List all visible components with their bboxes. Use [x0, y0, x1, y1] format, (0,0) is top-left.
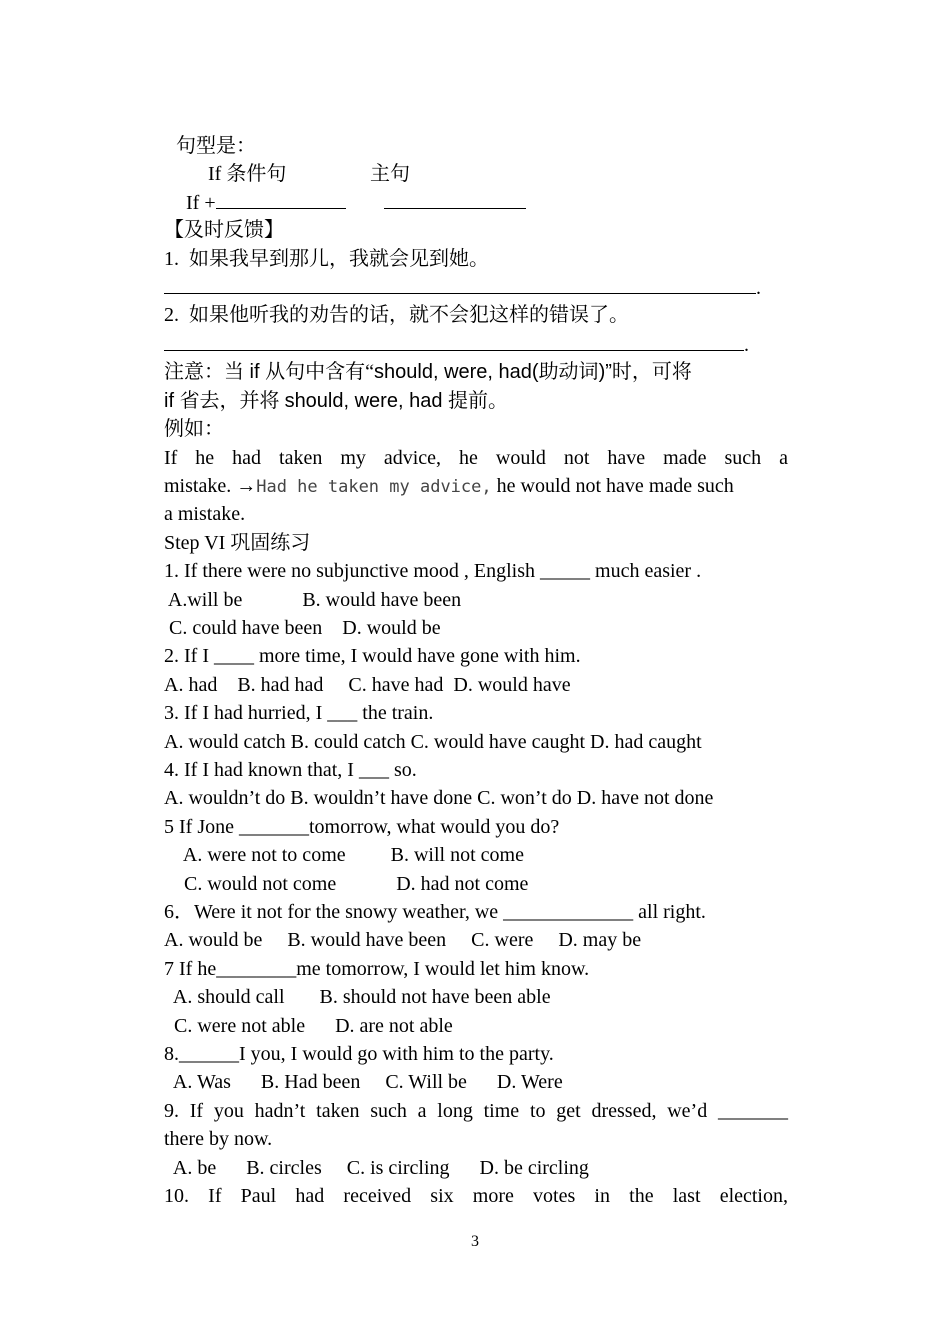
question-9-stem-cont: there by now. — [164, 1128, 273, 1150]
note-text: )”时，可将 — [598, 361, 692, 383]
example-line-1: If he had taken my advice, he would not have made such a — [164, 447, 788, 469]
question-10-stem: 10. If Paul had received six more votes in the last election, — [164, 1185, 788, 1207]
example-line-3: a mistake. — [164, 503, 246, 525]
feedback-title: 【及时反馈】 — [164, 219, 284, 241]
main-clause-label: 主句 — [370, 163, 410, 185]
question-5-options: C. would not come D. had not come — [164, 873, 529, 895]
feedback-q1: 1. 如果我早到那儿，我就会见到她。 — [164, 248, 489, 270]
example-inverted-text: Had he taken my advice, — [256, 477, 492, 497]
page-number: 3 — [471, 1233, 479, 1250]
question-1-options: C. could have been D. would be — [164, 617, 441, 639]
question-7-stem: 7 If he________me tomorrow, I would let him know. — [164, 958, 590, 980]
question-7-options: A. should call B. should not have been able — [164, 986, 551, 1008]
note-text: 省去，并将 — [179, 390, 285, 412]
feedback-a1-line — [164, 273, 788, 302]
example-text: mistake. → — [164, 475, 257, 497]
question-1-options: A.will be B. would have been — [164, 589, 462, 611]
question-9-stem: 9. If you hadn’t taken such a long time to get dressed, we’d _______ — [164, 1100, 788, 1122]
pattern-intro: 句型是： — [176, 135, 256, 157]
question-5-options: A. were not to come B. will not come — [164, 844, 524, 866]
example-label: 例如： — [164, 418, 224, 440]
note-text: if — [244, 361, 266, 383]
example-text: he would not have made such — [491, 475, 734, 497]
question-4-stem: 4. If I had known that, I ___ so. — [164, 759, 417, 781]
if-plus-text: If + — [186, 192, 216, 214]
step-title: Step VI 巩固练习 — [164, 532, 311, 554]
answer-blank-1[interactable] — [164, 273, 756, 294]
if-clause-blank[interactable] — [216, 188, 346, 209]
note-text: 助动词 — [538, 361, 599, 383]
note-text: 从句中含有“ — [265, 361, 375, 383]
feedback-q2: 2. 如果他听我的劝告的话，就不会犯这样的错误了。 — [164, 304, 629, 326]
main-clause-blank[interactable] — [384, 188, 526, 209]
question-9-options: A. be B. circles C. is circling D. be circling — [164, 1157, 589, 1179]
question-2-stem: 2. If I ____ more time, I would have gone with him. — [164, 645, 581, 667]
feedback-a2-line — [164, 330, 788, 359]
question-3-stem: 3. If I had hurried, I ___ the train. — [164, 702, 434, 724]
if-plus-line — [186, 188, 586, 217]
question-7-options: C. were not able D. are not able — [164, 1015, 453, 1037]
question-4-options: A. wouldn’t do B. wouldn’t have done C. won’t do D. have not done — [164, 787, 714, 809]
note-text: 注意：当 — [164, 361, 244, 383]
question-6-options: A. would be B. would have been C. were D. may be — [164, 929, 642, 951]
question-8-stem: 8.______I you, I would go with him to the party. — [164, 1043, 554, 1065]
question-5-stem: 5 If Jone _______tomorrow, what would you do? — [164, 816, 560, 838]
note-line-1 — [164, 358, 788, 386]
question-1-stem: 1. If there were no subjunctive mood , English _____ much easier . — [164, 560, 702, 582]
note-text: should, were, had — [284, 390, 448, 412]
example-line-2 — [164, 472, 788, 501]
answer-period-1: . — [756, 277, 761, 299]
question-3-options: A. would catch B. could catch C. would have caught D. had caught — [164, 731, 702, 753]
answer-blank-2[interactable] — [164, 330, 744, 351]
question-8-options: A. Was B. Had been C. Will be D. Were — [164, 1071, 563, 1093]
question-2-options: A. had B. had had C. have had D. would have — [164, 674, 571, 696]
note-text: should, were, had( — [374, 361, 539, 383]
if-clause-label: If 条件句 — [208, 163, 287, 185]
question-6-stem: 6．Were it not for the snowy weather, we _____________ all right. — [164, 901, 706, 923]
note-text: 提前。 — [448, 390, 508, 412]
answer-period-2: . — [744, 334, 749, 356]
note-text: if — [164, 390, 180, 412]
note-line-2 — [164, 387, 788, 415]
